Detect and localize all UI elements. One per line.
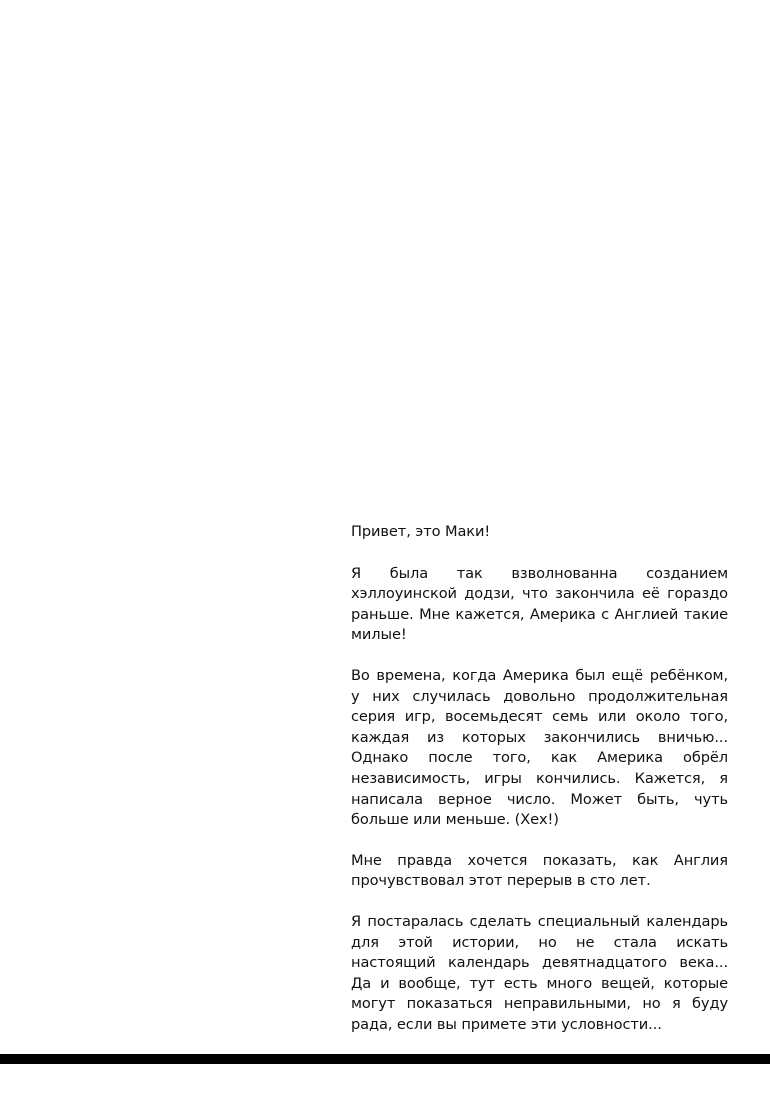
author-note <box>351 522 728 1055</box>
note-paragraph-4: Я постаралась сделать специальный календарь для этой истории, но не стала искать настоящий календарь девятнадцатого века... Да и вообще, тут есть много вещей, которые могут показаться неправильными, но я буду рада, если вы примете эти условности... <box>351 912 728 1033</box>
bottom-border-bar <box>0 1054 770 1064</box>
note-greeting: Привет, это Маки! <box>351 523 491 540</box>
note-paragraph-3: Мне правда хочется показать, как Англия прочувствовал этот перерыв в сто лет. <box>351 851 728 890</box>
note-paragraph-2: Во времена, когда Америка был ещё ребёнком, у них случилась довольно продолжительная серия игр, восемьдесят семь или около того, каждая из которых закончились вничью... Однако после того, как Америка обрёл независимость, игры кончились. Кажется, я написала верное число. Может быть, чуть больше или меньше. (Хех!) <box>351 666 728 829</box>
note-paragraph-1: Я была так взволнованна созданием хэллоуинской додзи, что закончила её гораздо раньше. Мне кажется, Америка с Англией такие милые! <box>351 564 728 644</box>
